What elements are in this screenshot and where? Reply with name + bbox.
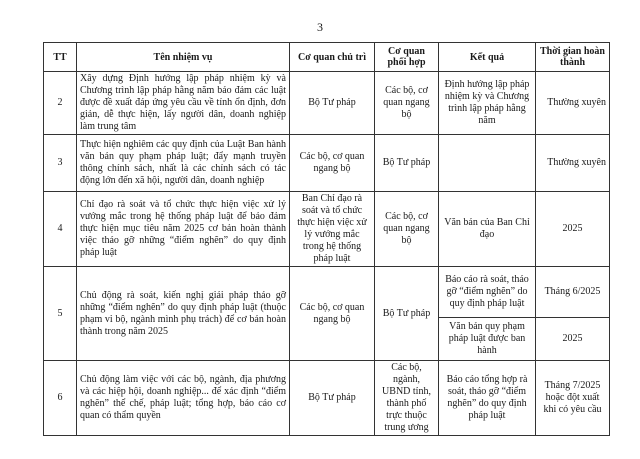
deadline: 2025 — [536, 318, 610, 361]
header-deadline: Thời gian hoàn thành — [536, 43, 610, 72]
table-row — [44, 267, 610, 318]
result: Định hướng lập pháp nhiệm kỳ và Chương trình lập pháp hằng năm — [439, 72, 536, 135]
table-row — [44, 135, 610, 192]
row-number: 2 — [44, 72, 77, 135]
table-row — [44, 361, 610, 436]
deadline: Thường xuyên — [536, 72, 610, 135]
row-number: 3 — [44, 135, 77, 192]
table-row — [44, 72, 610, 135]
header-task: Tên nhiệm vụ — [77, 43, 290, 72]
table-row — [44, 192, 610, 267]
deadline: Tháng 6/2025 — [536, 267, 610, 318]
result: Báo cáo rà soát, tháo gỡ “điểm nghẽn” do quy định pháp luật — [439, 267, 536, 318]
result — [439, 135, 536, 192]
lead-agency: Bộ Tư pháp — [290, 72, 375, 135]
row-number: 4 — [44, 192, 77, 267]
coordinating-agency: Bộ Tư pháp — [375, 267, 439, 361]
deadline: 2025 — [536, 192, 610, 267]
result: Văn bản quy phạm pháp luật được ban hành — [439, 318, 536, 361]
coordinating-agency: Các bộ, cơ quan ngang bộ — [375, 72, 439, 135]
deadline: Tháng 7/2025 hoặc đột xuất khi có yêu cầu — [536, 361, 610, 436]
lead-agency: Ban Chỉ đạo rà soát và tổ chức thực hiện việc xử lý vướng mắc trong hệ thống pháp luật — [290, 192, 375, 267]
header-coordinating-agency: Cơ quan phối hợp — [375, 43, 439, 72]
header-tt: TT — [44, 43, 77, 72]
deadline: Thường xuyên — [536, 135, 610, 192]
result: Văn bản của Ban Chỉ đạo — [439, 192, 536, 267]
row-number: 5 — [44, 267, 77, 361]
coordinating-agency: Bộ Tư pháp — [375, 135, 439, 192]
task-name: Chủ động làm việc với các bộ, ngành, địa phương và các hiệp hội, doanh nghiệp... để xác định “điểm nghẽn” thể chế, pháp luật; tổng hợp, báo cáo cơ quan có thẩm quyền — [77, 361, 290, 436]
header-lead-agency: Cơ quan chủ trì — [290, 43, 375, 72]
task-name: Thực hiện nghiêm các quy định của Luật Ban hành văn bản quy phạm pháp luật; đẩy mạnh truyền thông chính sách, nhất là các chính sách có tác động lớn đến xã hội, người dân, doanh nghiệp — [77, 135, 290, 192]
lead-agency: Các bộ, cơ quan ngang bộ — [290, 135, 375, 192]
row-number: 6 — [44, 361, 77, 436]
coordinating-agency: Các bộ, cơ quan ngang bộ — [375, 192, 439, 267]
task-table — [43, 42, 610, 436]
header-result: Kết quả — [439, 43, 536, 72]
page-number: 3 — [317, 20, 323, 34]
lead-agency: Bộ Tư pháp — [290, 361, 375, 436]
table-header-row — [44, 43, 610, 72]
task-name: Chỉ đạo rà soát và tổ chức thực hiện việc xử lý vướng mắc trong hệ thống pháp luật để bảo đảm thực hiện mục tiêu năm 2025 cơ bản hoàn thành việc tháo gỡ những “điểm nghẽn” do quy định pháp luật — [77, 192, 290, 267]
coordinating-agency: Các bộ, ngành, UBND tỉnh, thành phố trực thuộc trung ương — [375, 361, 439, 436]
result: Báo cáo tổng hợp rà soát, tháo gỡ “điểm nghẽn” do quy định pháp luật — [439, 361, 536, 436]
task-name: Xây dựng Định hướng lập pháp nhiệm kỳ và Chương trình lập pháp hằng năm bảo đảm các luật được đề xuất đáp ứng yêu cầu về tính ổn định, đơn giản, dễ thực hiện, lấy người dân, doanh nghiệp làm trung tâm — [77, 72, 290, 135]
task-name: Chủ động rà soát, kiến nghị giải pháp tháo gỡ những “điểm nghẽn” do quy định pháp luật (thuộc phạm vi bộ, ngành mình phụ trách) để cơ bản hoàn thành trong năm 2025 — [77, 267, 290, 361]
lead-agency: Các bộ, cơ quan ngang bộ — [290, 267, 375, 361]
